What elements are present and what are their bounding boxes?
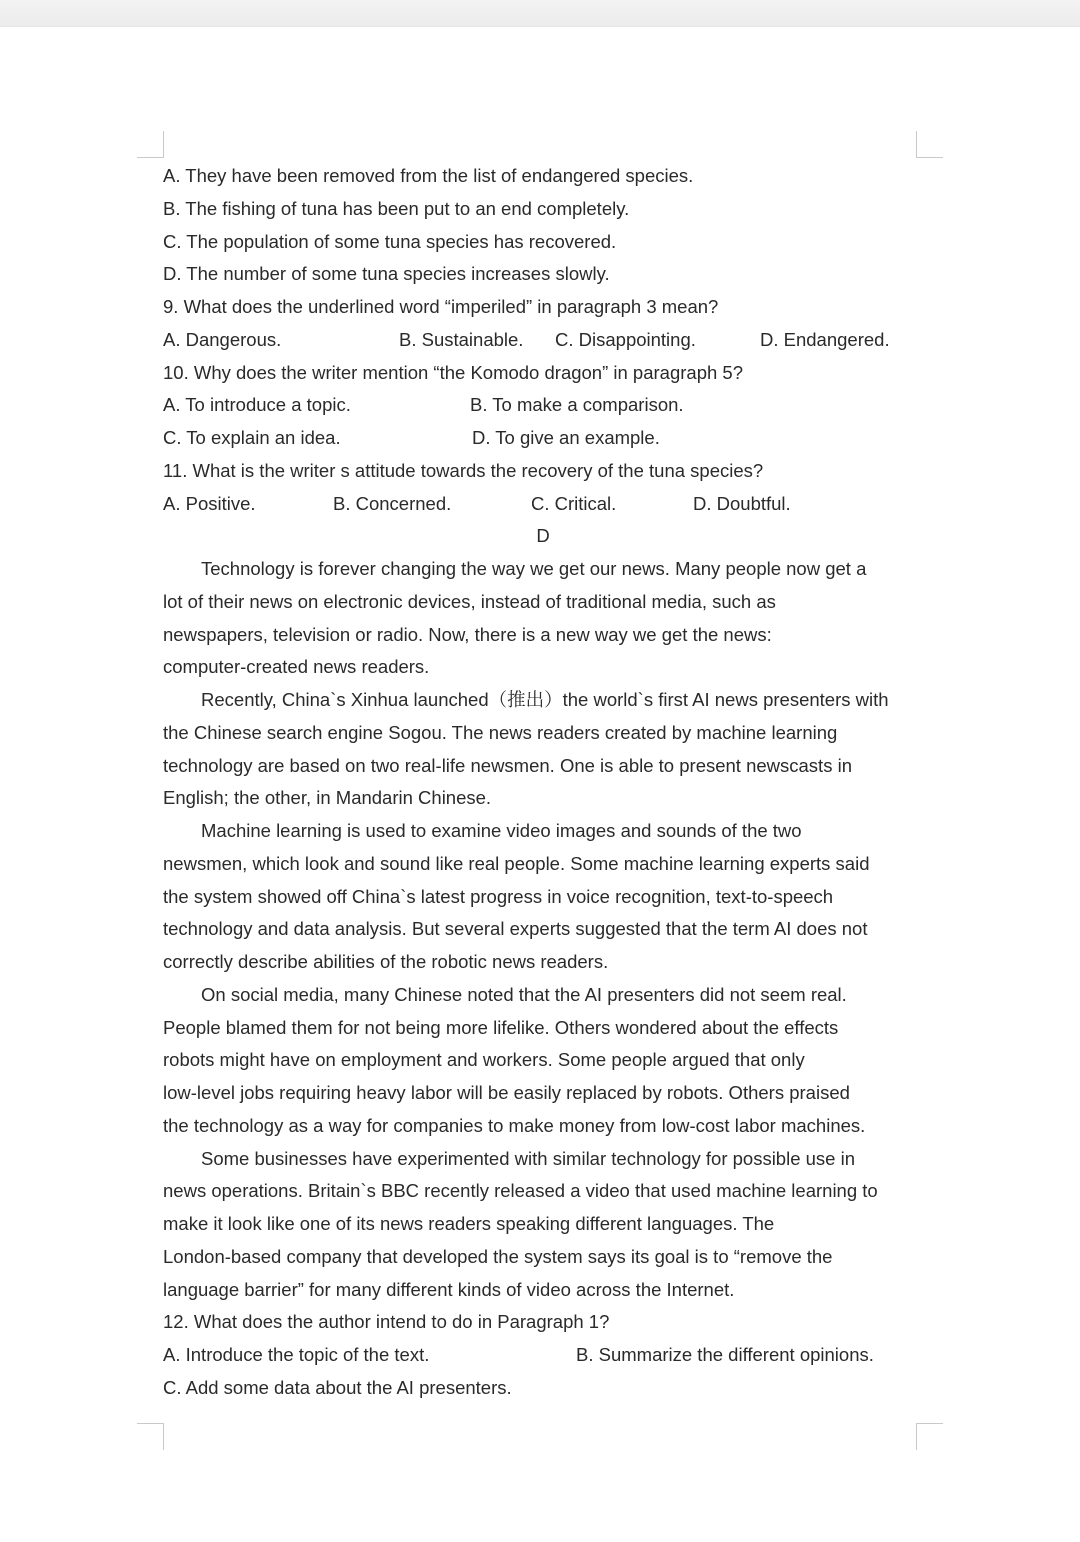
q9-option-b: B. Sustainable. <box>399 328 524 350</box>
q8-option-d: D. The number of some tuna species increases slowly. <box>163 263 610 285</box>
passage-line: correctly describe abilities of the robotic news readers. <box>163 951 609 972</box>
passage-line: Recently, China`s Xinhua launched（推出）the world`s first AI news presenters with <box>201 689 889 710</box>
page-corner-mark-bottom-left <box>137 1423 164 1450</box>
q9-option-a: A. Dangerous. <box>163 328 282 350</box>
q12-option-a: A. Introduce the topic of the text. <box>163 1344 430 1365</box>
q9-option-d: D. Endangered. <box>760 328 890 350</box>
q9-option-c: C. Disappointing. <box>555 328 696 350</box>
q10-question: 10. Why does the writer mention “the Komodo dragon” in paragraph 5? <box>163 361 743 383</box>
passage-paragraph-2 <box>163 684 923 815</box>
passage-line: make it look like one of its news readers speaking different languages. The <box>163 1213 775 1234</box>
passage-line: computer-created news readers. <box>163 656 430 678</box>
passage-line: newspapers, television or radio. Now, there is a new way we get the news: <box>163 623 772 645</box>
passage-line: robots might have on employment and workers. Some people argued that only <box>163 1049 805 1071</box>
passage-line: On social media, many Chinese noted that the AI presenters did not seem real. <box>201 983 847 1005</box>
passage-line: English; the other, in Mandarin Chinese. <box>163 787 492 809</box>
q12-option-c: C. Add some data about the AI presenters. <box>163 1376 512 1398</box>
page-corner-mark-top-left <box>137 131 164 158</box>
q8-option-c: C. The population of some tuna species has recovered. <box>163 230 617 252</box>
passage-line: London-based company that developed the system says its goal is to “remove the <box>163 1245 833 1267</box>
passage-paragraph-4 <box>163 979 923 1143</box>
passage-line: technology and data analysis. But several experts suggested that the term AI does not <box>163 918 868 940</box>
q9-options <box>163 324 923 357</box>
q12-options-row1 <box>163 1339 923 1372</box>
q11-option-d: D. Doubtful. <box>693 492 791 514</box>
q8-option-a: A. They have been removed from the list of endangered species. <box>163 165 694 186</box>
section-label: D <box>536 525 550 547</box>
passage-paragraph-1 <box>163 553 923 684</box>
passage-line: low-level jobs requiring heavy labor will be easily replaced by robots. Others praised <box>163 1082 850 1103</box>
passage-line: the Chinese search engine Sogou. The news readers created by machine learning <box>163 721 838 743</box>
q10-option-c: C. To explain an idea. <box>163 427 341 448</box>
passage-line: the system showed off China`s latest progress in voice recognition, text-to-speech <box>163 885 834 907</box>
q12-option-b: B. Summarize the different opinions. <box>576 1344 874 1365</box>
q11-options <box>163 488 923 521</box>
passage-line: Some businesses have experimented with similar technology for possible use in <box>201 1147 856 1169</box>
passage-paragraph-3 <box>163 815 923 979</box>
q9-question: 9. What does the underlined word “imperiled” in paragraph 3 mean? <box>163 296 719 317</box>
q10-option-a: A. To introduce a topic. <box>163 394 351 416</box>
viewer-top-bar <box>0 0 1080 27</box>
passage-line: technology are based on two real-life newsmen. One is able to present newscasts in <box>163 754 852 776</box>
page-corner-mark-bottom-right <box>916 1423 943 1450</box>
passage-line: the technology as a way for companies to make money from low-cost labor machines. <box>163 1114 866 1136</box>
q12-question: 12. What does the author intend to do in Paragraph 1? <box>163 1311 610 1333</box>
q10-option-b: B. To make a comparison. <box>470 394 684 416</box>
q10-option-d: D. To give an example. <box>472 427 660 448</box>
passage-line: Machine learning is used to examine video images and sounds of the two <box>201 820 802 841</box>
passage-line: lot of their news on electronic devices, instead of traditional media, such as <box>163 590 776 612</box>
q11-option-c: C. Critical. <box>531 492 617 514</box>
q10-options-row1 <box>163 389 923 422</box>
q11-question: 11. What is the writer s attitude towards the recovery of the tuna species? <box>163 459 764 481</box>
passage-paragraph-5 <box>163 1143 923 1307</box>
passage-line: People blamed them for not being more lifelike. Others wondered about the effects <box>163 1016 839 1038</box>
q8-option-b: B. The fishing of tuna has been put to an end completely. <box>163 197 630 219</box>
passage-line: language barrier” for many different kinds of video across the Internet. <box>163 1278 735 1300</box>
document-page-content <box>163 160 923 1405</box>
q11-option-a: A. Positive. <box>163 492 256 514</box>
page-corner-mark-top-right <box>916 131 943 158</box>
passage-line: newsmen, which look and sound like real people. Some machine learning experts said <box>163 852 870 874</box>
passage-line: Technology is forever changing the way we get our news. Many people now get a <box>201 558 867 579</box>
q11-option-b: B. Concerned. <box>333 492 452 514</box>
q10-options-row2 <box>163 422 923 455</box>
passage-line: news operations. Britain`s BBC recently released a video that used machine learning to <box>163 1180 878 1202</box>
